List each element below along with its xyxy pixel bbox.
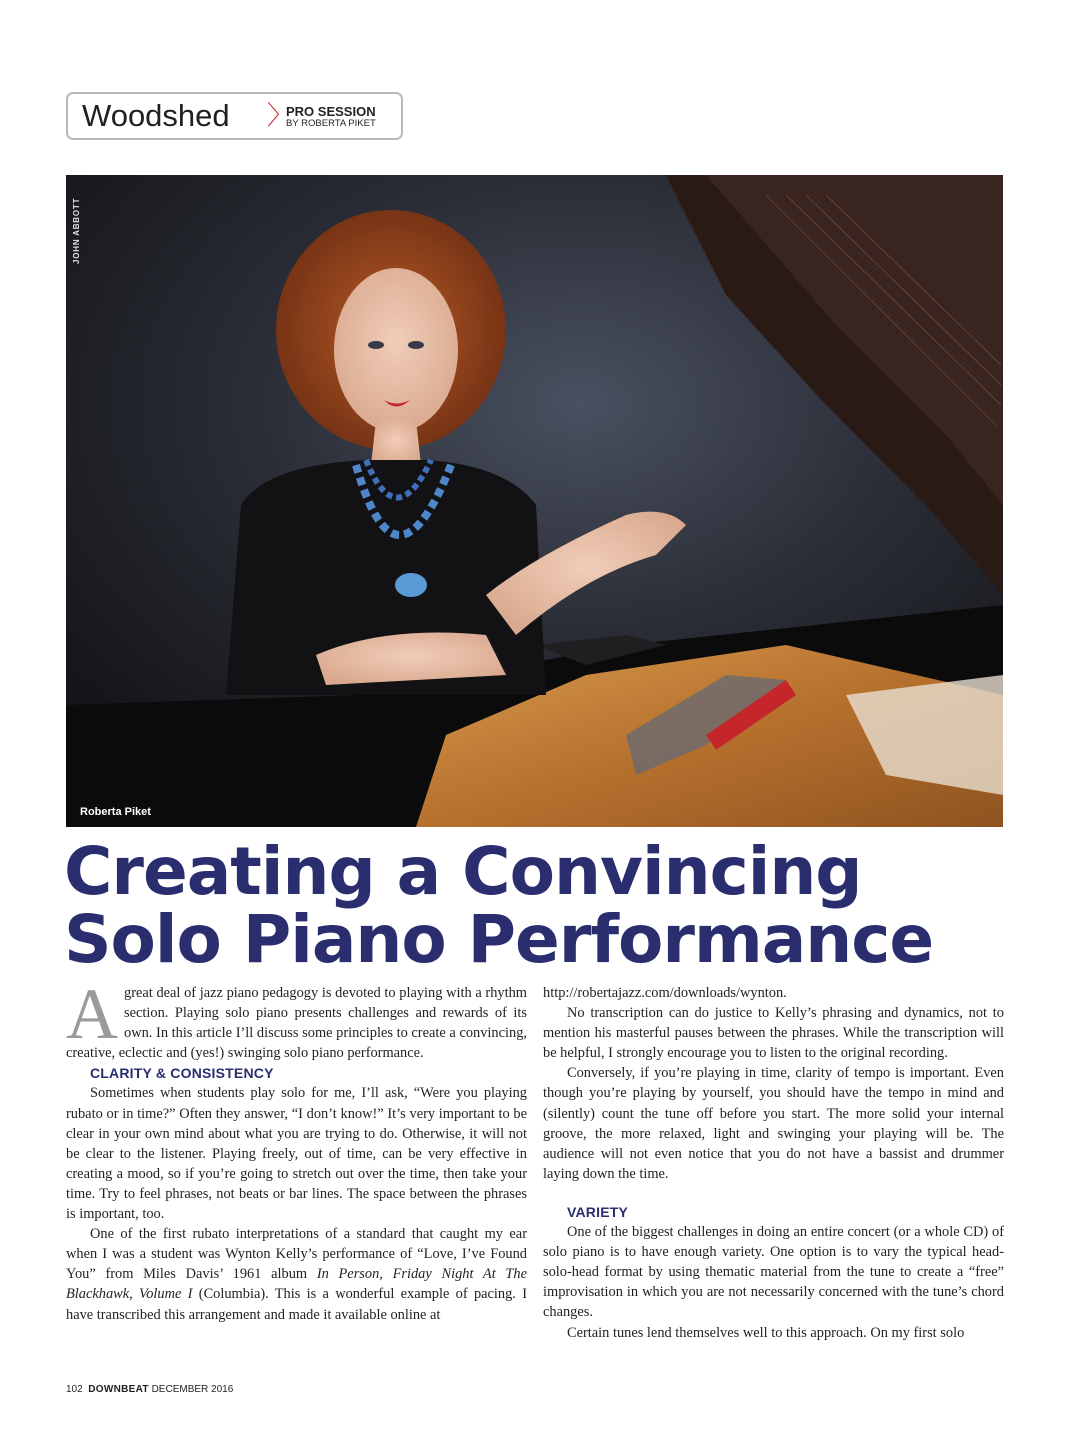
intro-paragraph: Agreat deal of jazz piano pedagogy is devoted to playing with a rhythm section. Playing solo piano presents challenges and rewards of its own. In this article I’ll discuss some principles to create a convincing, creative, eclectic and (yes!) swinging solo piano performance. <box>66 974 527 1062</box>
subhead-variety: VARIETY <box>567 1203 629 1220</box>
body-paragraph: Sometimes when students play solo for me, I’ll ask, “Were you playing rubato or in time?” Often they answer, “I don’t know!” It’s very important to be clear in your own mind about what you are trying to do. Otherwise, it will not be clear to the listener. Playing freely, out of time, can be very effective in creating a mood, so if you’re going to stretch out over the time, then take your time. Try to feel phrases, not beats or bar lines. The space between the phrases is important, too. <box>66 1085 527 1223</box>
page-footer <box>66 1384 233 1395</box>
portrait-photo <box>66 175 1003 827</box>
drop-cap: A <box>66 974 118 1054</box>
section-header <box>66 92 403 140</box>
subhead-clarity: CLARITY & CONSISTENCY <box>90 1065 274 1082</box>
photo-caption: Roberta Piket <box>80 806 151 818</box>
body-paragraph: Conversely, if you’re playing in time, clarity of tempo is important. Even though you’re playing by yourself, you should have the tempo in mind and (silently) count the tune off before you start. The more solid your internal groove, the more relaxed, light and swinging your playing will be. The audience will not even notice that you do not have a bassist and drummer laying down the time. <box>543 1065 1004 1182</box>
body-paragraph: Certain tunes lend themselves well to this approach. On my first solo <box>567 1324 965 1341</box>
section-title: Woodshed <box>82 98 230 133</box>
photo-credit: JOHN ABBOTT <box>72 197 81 264</box>
left-column <box>66 974 527 1325</box>
body-paragraph: One of the first rubato interpretations of a standard that caught my ear when I was a student was Wynton Kelly’s performance of “Love, I’ve Found You” from Miles Davis’ 1961 album In Person, Friday Night At The Blackhawk, Volume I (Columbia). This is a wonderful example of pacing. I have transcribed this arrangement and made it available online at <box>66 1226 527 1323</box>
headline-line-1: Creating a Convincing <box>64 833 862 910</box>
chevron-icon: 〉 <box>267 101 294 131</box>
body-paragraph: No transcription can do justice to Kelly’s phrasing and dynamics, not to mention his masterful pauses between the phrases. While the transcription will be helpful, I strongly encourage you to listen to the original recording. <box>543 1005 1004 1062</box>
series-label: PRO SESSION <box>286 104 376 119</box>
page-number: 102 <box>66 1384 83 1395</box>
issue-date: DECEMBER 2016 <box>151 1384 234 1395</box>
album-title: In Person, Friday Night At The Blackhawk, Volume I <box>66 1266 527 1303</box>
photo-illustration <box>66 175 1003 827</box>
url-text: http://robertajazz.com/downloads/wynton. <box>543 985 787 1001</box>
article-headline <box>64 833 1024 978</box>
body-paragraph: One of the biggest challenges in doing an entire concert (or a whole CD) of solo piano is to have enough variety. One option is to vary the typical head-solo-head format by using thematic material from the tune to create a “free” improvisation in which you are not necessarily concerned with the tune’s chord changes. <box>543 1224 1004 1321</box>
headline-line-2: Solo Piano Performance <box>64 901 934 978</box>
byline: BY ROBERTA PIKET <box>286 118 376 129</box>
magazine-name: DOWNBEAT <box>88 1384 149 1395</box>
right-column <box>543 983 1004 1343</box>
